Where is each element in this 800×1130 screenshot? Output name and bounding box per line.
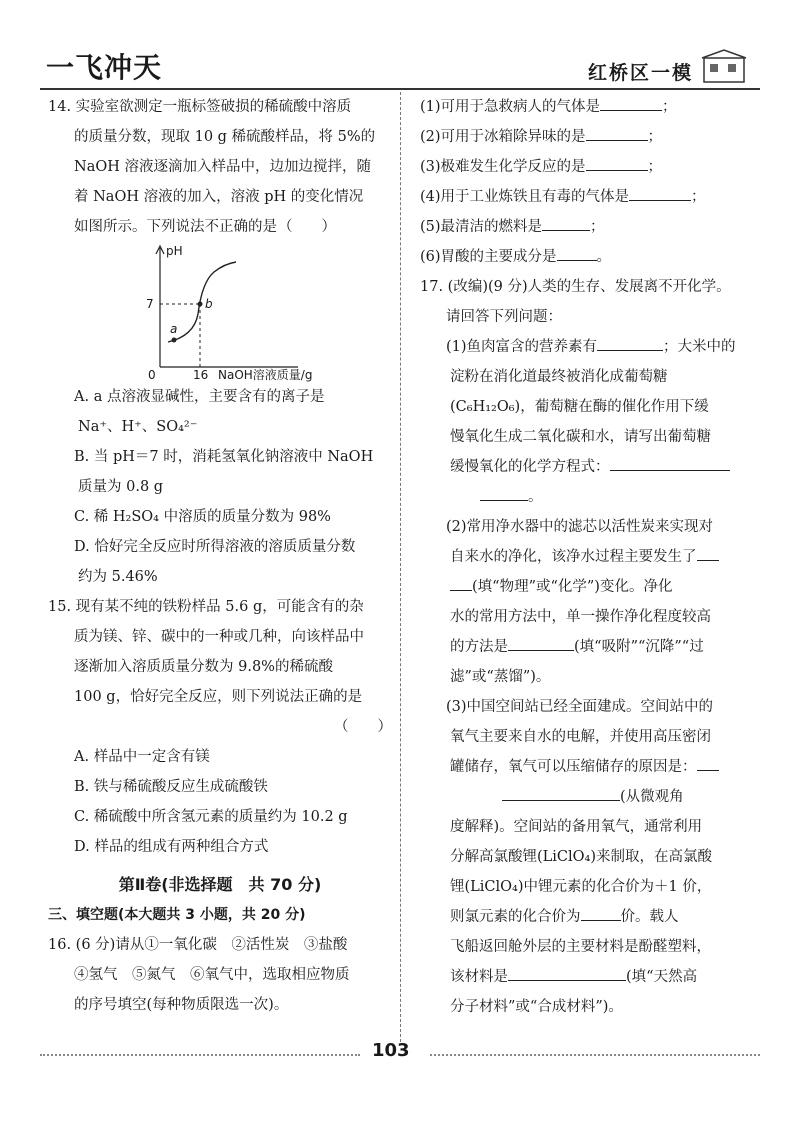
q16-item-text: (6)胃酸的主要成分是 <box>420 249 557 265</box>
q17-part1 <box>420 332 760 362</box>
q16-item-text: (4)用于工业炼铁且有毒的气体是 <box>420 189 630 205</box>
question-17 <box>420 272 760 1022</box>
answer-paren: （ ） <box>278 219 336 235</box>
q16-item-end: ； <box>647 159 663 175</box>
question-14 <box>48 92 392 592</box>
answer-blank[interactable] <box>502 782 620 801</box>
ph-curve-chart <box>98 242 358 382</box>
column-divider <box>400 92 401 1042</box>
q17-line <box>420 962 760 992</box>
point-a-label: a <box>170 322 178 336</box>
footer-rule-right <box>430 1054 760 1056</box>
q17-line: 淀粉在消化道最终被消化成葡萄糖 <box>450 369 668 385</box>
q16-item <box>420 92 760 122</box>
answer-blank[interactable] <box>610 452 730 471</box>
q14-option-d: D. 恰好完全反应时所得溶液的溶质质量分数 <box>74 539 356 555</box>
q14-line: 14. 实验室欲测定一瓶标签破损的稀硫酸中溶质 <box>48 99 352 115</box>
q14-option-b-cont: 质量为 0.8 g <box>78 479 164 495</box>
q17-line: 分解高氯酸锂(LiClO₄)来制取，在高氯酸 <box>450 849 713 865</box>
q17-line: 水的常用方法中，单一操作净化程度较高 <box>450 609 711 625</box>
q17-line: (C₆H₁₂O₆)，葡萄糖在酶的催化作用下缓 <box>450 399 709 415</box>
footer-rule-left <box>40 1054 360 1056</box>
q17-text: (从微观角 <box>620 789 684 805</box>
q17-line <box>420 902 760 932</box>
q14-option-b: B. 当 pH＝7 时，消耗氢氧化钠溶液中 NaOH <box>74 449 374 465</box>
q17-line: 飞船返回舱外层的主要材料是酚醛塑料， <box>450 939 711 955</box>
answer-blank[interactable] <box>542 212 590 231</box>
answer-blank[interactable] <box>508 962 626 981</box>
q15-line: 15. 现有某不纯的铁粉样品 5.6 g，可能含有的杂 <box>48 599 364 615</box>
q14-option-a-cont: Na⁺、H⁺、SO₄²⁻ <box>78 419 198 435</box>
right-column <box>420 92 760 1022</box>
point-b-marker <box>198 302 203 307</box>
q17-text: (1)鱼肉富含的营养素有 <box>446 339 598 355</box>
q17-text: 自来水的净化，该净水过程主要发生了 <box>450 549 697 565</box>
answer-blank[interactable] <box>480 482 528 501</box>
q16-line: 的序号填空(每种物质限选一次)。 <box>74 997 289 1013</box>
q16-item-text: (5)最清洁的燃料是 <box>420 219 543 235</box>
ph-curve <box>168 262 236 342</box>
answer-blank[interactable] <box>586 152 648 171</box>
q16-item-text: (2)可用于冰箱除异味的是 <box>420 129 586 145</box>
q17-part3: (3)中国空间站已经全面建成。空间站中的 <box>446 699 714 715</box>
q17-text: 则氯元素的化合价为 <box>450 909 581 925</box>
q17-text: 缓慢氧化的化学方程式： <box>450 459 610 475</box>
q16-item-end: ； <box>691 189 706 205</box>
answer-blank[interactable] <box>557 242 597 261</box>
q16-line: 16. (6 分)请从①一氧化碳 ②活性炭 ③盐酸 <box>48 937 348 953</box>
q17-text: (填“吸附”“沉降”“过 <box>574 639 704 655</box>
answer-blank[interactable] <box>581 902 621 921</box>
q15-line: 逐渐加入溶质质量分数为 9.8%的稀硫酸 <box>74 659 333 675</box>
q17-line: 滤”或“蒸馏”)。 <box>450 669 551 685</box>
q14-option-a: A. a 点溶液显碱性，主要含有的离子是 <box>74 389 325 405</box>
q17-text: ；大米中的 <box>663 339 736 355</box>
q17-line: 度解释)。空间站的备用氧气，通常利用 <box>450 819 703 835</box>
q17-text: 罐储存，氧气可以压缩储存的原因是： <box>450 759 697 775</box>
point-a-marker <box>172 338 177 343</box>
section-subtitle: 三、填空题(本大题共 3 小题，共 20 分) <box>48 907 306 923</box>
page-header <box>0 0 800 90</box>
q14-line: 的质量分数，现取 10 g 稀硫酸样品，将 5%的 <box>74 129 376 145</box>
q17-text: 的方法是 <box>450 639 508 655</box>
q14-option-c: C. 稀 H₂SO₄ 中溶质的质量分数为 98% <box>74 509 331 525</box>
answer-paren: （ ） <box>334 719 392 735</box>
point-b-label: b <box>205 297 213 311</box>
answer-blank[interactable] <box>597 332 663 351</box>
q14-line: 着 NaOH 溶液的加入，溶液 pH 的变化情况 <box>74 189 364 205</box>
q14-option-d-cont: 约为 5.46% <box>78 569 158 585</box>
series-title: 红桥区一模 <box>588 62 694 84</box>
q17-line: 慢氧化生成二氧化碳和水，请写出葡萄糖 <box>450 429 711 445</box>
q15-option-a: A. 样品中一定含有镁 <box>74 749 210 765</box>
building-icon <box>700 48 748 84</box>
q14-line <box>48 212 392 242</box>
q15-line: 100 g，恰好完全反应，则下列说法正确的是 <box>74 689 363 705</box>
left-column <box>48 92 392 1020</box>
answer-blank[interactable] <box>600 92 662 111</box>
page-number: 103 <box>372 1040 410 1061</box>
q17-line <box>420 482 760 512</box>
q17-line: 锂(LiClO₄)中锂元素的化合价为＋1 价， <box>450 879 712 895</box>
ph-curve-svg <box>98 242 358 382</box>
q17-line <box>420 542 760 572</box>
q17-head: 17. (改编)(9 分)人类的生存、发展离不开化学。 <box>420 279 731 295</box>
x-axis-label: NaOH溶液质量/g <box>218 368 313 382</box>
question-15 <box>48 592 392 862</box>
q16-item <box>420 182 760 212</box>
q16-item-end: ； <box>590 219 605 235</box>
q15-option-b: B. 铁与稀硫酸反应生成硫酸铁 <box>74 779 268 795</box>
q15-option-c: C. 稀硫酸中所含氢元素的质量约为 10.2 g <box>74 809 348 825</box>
q17-line <box>420 632 760 662</box>
q16-line: ④氢气 ⑤氮气 ⑥氧气中，选取相应物质 <box>74 967 350 983</box>
answer-blank[interactable] <box>697 752 719 771</box>
question-16 <box>48 930 392 1020</box>
brand-logo: 一飞冲天 <box>46 51 163 84</box>
q15-option-d: D. 样品的组成有两种组合方式 <box>74 839 269 855</box>
q17-head: 请回答下列问题： <box>446 309 562 325</box>
answer-blank[interactable] <box>450 572 472 591</box>
q17-line: 氧气主要来自水的电解，并使用高压密闭 <box>450 729 711 745</box>
q17-text: 。 <box>528 489 543 505</box>
q17-text: (填“物理”或“化学”)变化。净化 <box>472 579 673 595</box>
question-16-items <box>420 92 760 272</box>
answer-blank[interactable] <box>629 182 691 201</box>
q16-item-end: 。 <box>596 249 612 265</box>
answer-blank[interactable] <box>508 632 574 651</box>
q16-item-text: (1)可用于急救病人的气体是 <box>420 99 601 115</box>
tick-label-16: 16 <box>193 368 209 382</box>
q17-line <box>420 752 760 782</box>
y-axis-label: pH <box>166 244 183 258</box>
q16-item-text: (3)极难发生化学反应的是 <box>420 159 586 175</box>
q16-item-end: ； <box>647 129 663 145</box>
header-rule <box>40 88 760 90</box>
q17-line: 分子材料”或“合成材料”)。 <box>450 999 623 1015</box>
q16-item <box>420 242 760 272</box>
q16-item <box>420 122 760 152</box>
answer-blank[interactable] <box>697 542 719 561</box>
q15-line: 质为镁、锌、碳中的一种或几种，向该样品中 <box>74 629 364 645</box>
q16-item <box>420 152 760 182</box>
q17-text: 价。载人 <box>620 909 679 925</box>
q17-line <box>420 452 760 482</box>
section-title: 第Ⅱ卷(非选择题 共 70 分) <box>118 875 322 894</box>
q17-part2: (2)常用净水器中的滤芯以活性炭来实现对 <box>446 519 714 535</box>
tick-label-0: 0 <box>148 368 156 382</box>
q14-line: NaOH 溶液逐滴加入样品中，边加边搅拌，随 <box>74 159 371 175</box>
q16-item <box>420 212 760 242</box>
q17-text: 该材料是 <box>450 969 508 985</box>
q17-text: (填“天然高 <box>626 969 698 985</box>
q14-line-text: 如图所示。下列说法不正确的是 <box>74 219 277 235</box>
tick-label-7: 7 <box>146 297 154 311</box>
q17-line <box>420 572 760 602</box>
answer-blank[interactable] <box>586 122 648 141</box>
q17-line <box>420 782 760 812</box>
q16-item-end: ； <box>662 99 677 115</box>
